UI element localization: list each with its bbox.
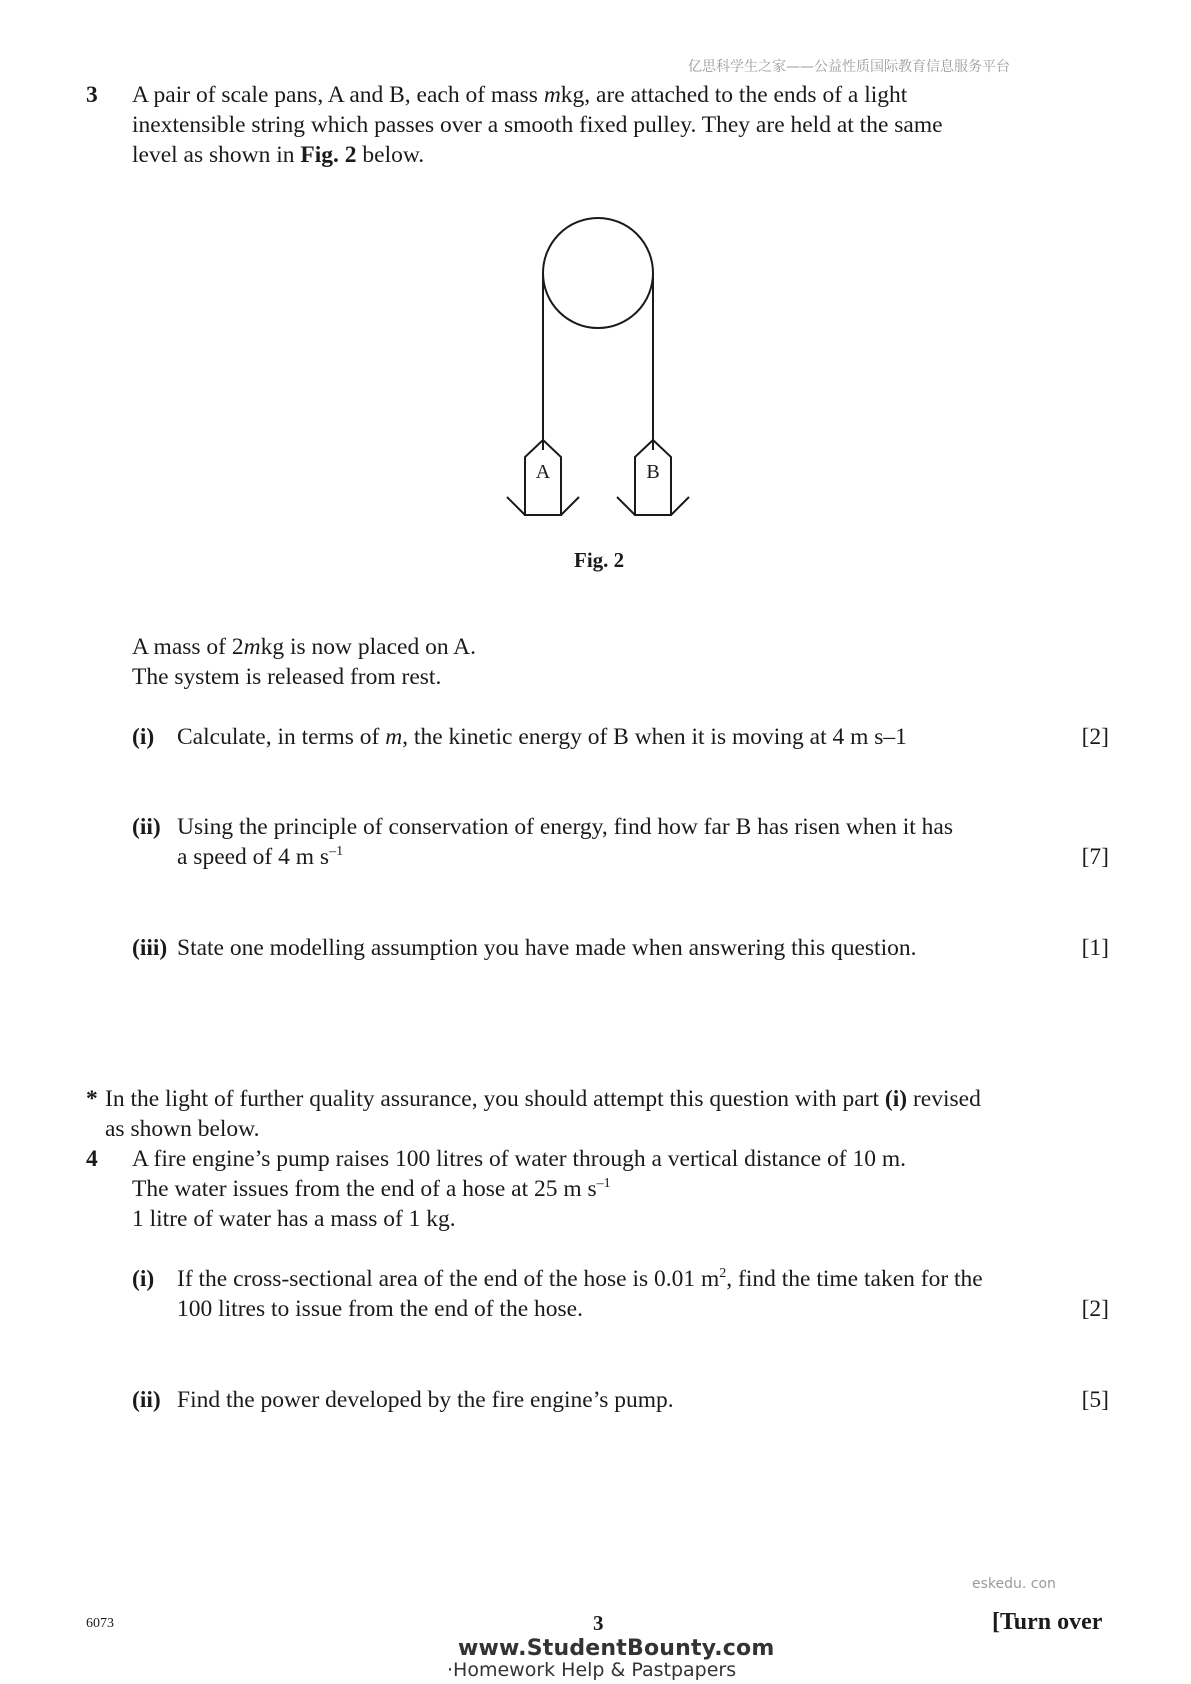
q4-part-i-line-2: 100 litres to issue from the end of the hose. [177,1296,583,1322]
q3-intro-3b: below. [356,142,425,168]
q4-intro-2-exp: –1 [596,1176,611,1192]
question-number-4: 4 [86,1146,98,1172]
q3-intro-1-var: m [543,82,561,108]
q3-intro-1a: A pair of scale pans, A and B, each of mass [132,82,544,108]
q4-i-a: If the cross-sectional area of the end of the hose is 0.01 m [177,1266,720,1292]
q3-setup-1b: kg is now placed on A. [260,634,476,660]
q4-intro-line-1: A fire engine’s pump raises 100 litres of water through a vertical distance of 10 m. [132,1146,906,1172]
note-1-part: (i) [884,1086,908,1112]
q3-intro-line-3 [132,140,424,170]
q4-intro-line-3: 1 litre of water has a mass of 1 kg. [132,1206,456,1232]
q3-intro-1b: kg, are attached to the ends of a light [560,82,908,108]
q3-part-ii-line-1: Using the principle of conservation of energy, find how far B has risen when it has [177,814,953,840]
q4-intro-2a: The water issues from the end of a hose at 25 m s [132,1176,597,1202]
pulley-diagram [495,215,705,525]
q3-part-iii-text: State one modelling assumption you have made when answering this question. [177,935,917,961]
q3-part-iii-label: (iii) [132,935,168,961]
note-line-1 [105,1084,981,1114]
q3-part-iii-marks: [1] [1081,935,1109,961]
q3-part-i-marks: [2] [1081,724,1109,750]
label-a: A [535,461,551,483]
footer-eskedu-watermark: eskedu. con [972,1576,1056,1592]
pan-a-left-edge [507,497,525,515]
q3-i-var: m [385,724,403,750]
note-line-2: as shown below. [105,1116,260,1142]
q3-ii-a: a speed of 4 m s [177,844,330,870]
note-star: * [86,1086,98,1112]
footer-page-number: 3 [593,1611,604,1635]
q3-setup-line-1 [132,632,476,662]
q3-i-a: Calculate, in terms of [177,724,386,750]
q4-part-ii-text: Find the power developed by the fire engine’s pump. [177,1387,674,1413]
q4-i-exp: 2 [719,1266,727,1282]
q4-intro-line-2 [132,1174,611,1204]
footer-turn-over: [Turn over [992,1609,1103,1635]
footer-paper-code: 6073 [86,1616,114,1631]
q3-setup-line-2: The system is released from rest. [132,664,442,690]
q3-i-unit: –1 [883,724,907,750]
q4-part-i-marks: [2] [1081,1296,1109,1322]
footer-studentbounty-logo: www.StudentBounty.com [458,1636,775,1661]
q3-intro-3-figref: Fig. 2 [300,142,357,168]
q3-part-ii-label: (ii) [132,814,161,840]
note-1a: In the light of further quality assurance, you should attempt this question with part [105,1086,885,1112]
pan-b-right-edge [671,497,689,515]
q4-part-i-line-1 [177,1264,983,1294]
q3-setup-1-var: m [243,634,261,660]
q3-setup-1a: A mass of 2 [132,634,244,660]
q4-part-ii-label: (ii) [132,1387,161,1413]
q3-intro-line-1 [132,80,907,110]
header-watermark: 亿思科学生之家——公益性质国际教育信息服务平台 [688,59,1010,75]
q3-intro-3a: level as shown in [132,142,301,168]
footer-studentbounty-tagline: ·Homework Help & Pastpapers [447,1659,737,1681]
label-b: B [646,461,660,483]
q3-i-b: , the kinetic energy of B when it is moving at 4 m s [402,724,884,750]
q3-ii-exp: –1 [329,844,344,860]
q3-intro-line-2: inextensible string which passes over a smooth fixed pulley. They are held at the same [132,112,943,138]
q4-part-i-label: (i) [132,1266,155,1292]
pan-b-left-edge [617,497,635,515]
note-1b: revised [907,1086,981,1112]
q3-part-ii-marks: [7] [1081,844,1109,870]
q4-i-b: , find the time taken for the [726,1266,983,1292]
q3-part-ii-line-2 [177,842,343,872]
question-number-3: 3 [86,82,98,108]
q4-part-ii-marks: [5] [1081,1387,1109,1413]
q3-part-i-text [177,722,907,752]
figure-caption: Fig. 2 [574,548,625,572]
q3-part-i-label: (i) [132,724,155,750]
pan-a-right-edge [561,497,579,515]
pulley-wheel [543,218,653,328]
